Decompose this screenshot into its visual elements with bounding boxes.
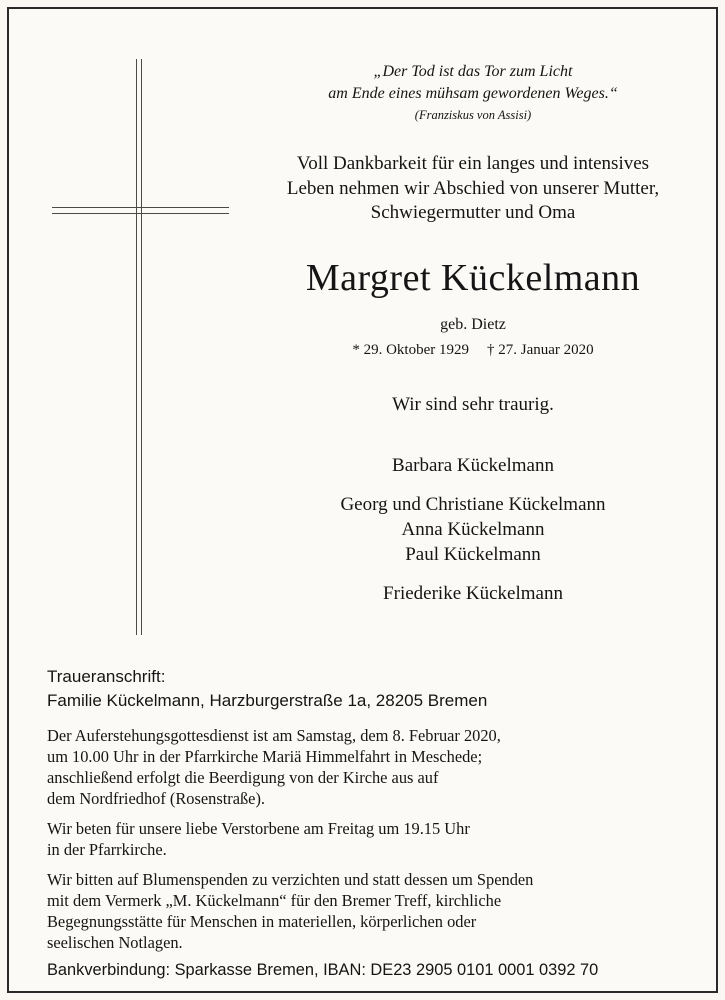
sentiment-line: Wir sind sehr traurig. bbox=[392, 394, 554, 415]
bank-details: Bankverbindung: Sparkasse Bremen, IBAN: DE23 2905 0101 0001 0392 70 bbox=[47, 961, 599, 979]
birth-name: geb. Dietz bbox=[440, 316, 506, 333]
service-line-2: um 10.00 Uhr in der Pfarrkirche Mariä Himmelfahrt in Meschede; bbox=[47, 747, 483, 766]
donation-line-4: seelischen Notlagen. bbox=[47, 933, 183, 952]
cross-icon-horizontal-line-1 bbox=[52, 207, 229, 208]
address-heading: Traueranschrift: bbox=[47, 667, 166, 686]
thanks-line-1: Voll Dankbarkeit für ein langes und intensives bbox=[296, 153, 650, 174]
donation-line-2: mit dem Vermerk „M. Kückelmann“ für den Bremer Treff, kirchliche bbox=[47, 891, 502, 910]
mourner-name: Friederike Kückelmann bbox=[383, 583, 563, 604]
obituary-notice bbox=[7, 7, 718, 993]
quote-author: (Franziskus von Assisi) bbox=[414, 108, 532, 122]
address-line: Familie Kückelmann, Harzburgerstraße 1a, 28205 Bremen bbox=[47, 691, 488, 710]
service-line-3: anschließend erfolgt die Beerdigung von der Kirche aus auf bbox=[47, 768, 439, 787]
cross-icon-vertical-line-1 bbox=[136, 59, 137, 635]
mourner-name: Paul Kückelmann bbox=[405, 544, 541, 565]
service-line-4: dem Nordfriedhof (Rosenstraße). bbox=[47, 789, 266, 808]
donation-line-3: Begegnungsstätte für Menschen in materiellen, körperlichen oder bbox=[47, 912, 477, 931]
cross-icon-vertical-line-2 bbox=[141, 59, 142, 635]
quote-line-1: „Der Tod ist das Tor zum Licht bbox=[373, 63, 573, 80]
death-date: † 27. Januar 2020 bbox=[487, 342, 594, 358]
mourner-name: Anna Kückelmann bbox=[401, 519, 545, 540]
deceased-name: Margret Kückelmann bbox=[305, 257, 641, 299]
prayer-line-1: Wir beten für unsere liebe Verstorbene am Freitag um 19.15 Uhr bbox=[47, 819, 470, 838]
donation-line-1: Wir bitten auf Blumenspenden zu verzichten und statt dessen um Spenden bbox=[47, 870, 534, 889]
quote-line-2: am Ende eines mühsam gewordenen Weges.“ bbox=[328, 85, 618, 102]
prayer-line-2: in der Pfarrkirche. bbox=[47, 840, 167, 859]
mourner-name: Georg und Christiane Kückelmann bbox=[340, 494, 606, 515]
birth-date: * 29. Oktober 1929 bbox=[352, 342, 469, 358]
mourner-name: Barbara Kückelmann bbox=[392, 455, 554, 476]
life-dates bbox=[243, 343, 703, 358]
thanks-line-2: Leben nehmen wir Abschied von unserer Mutter, bbox=[286, 178, 660, 199]
thanks-line-3: Schwiegermutter und Oma bbox=[370, 202, 576, 223]
service-line-1: Der Auferstehungsgottesdienst ist am Samstag, dem 8. Februar 2020, bbox=[47, 726, 501, 745]
cross-icon-horizontal-line-2 bbox=[52, 213, 229, 214]
